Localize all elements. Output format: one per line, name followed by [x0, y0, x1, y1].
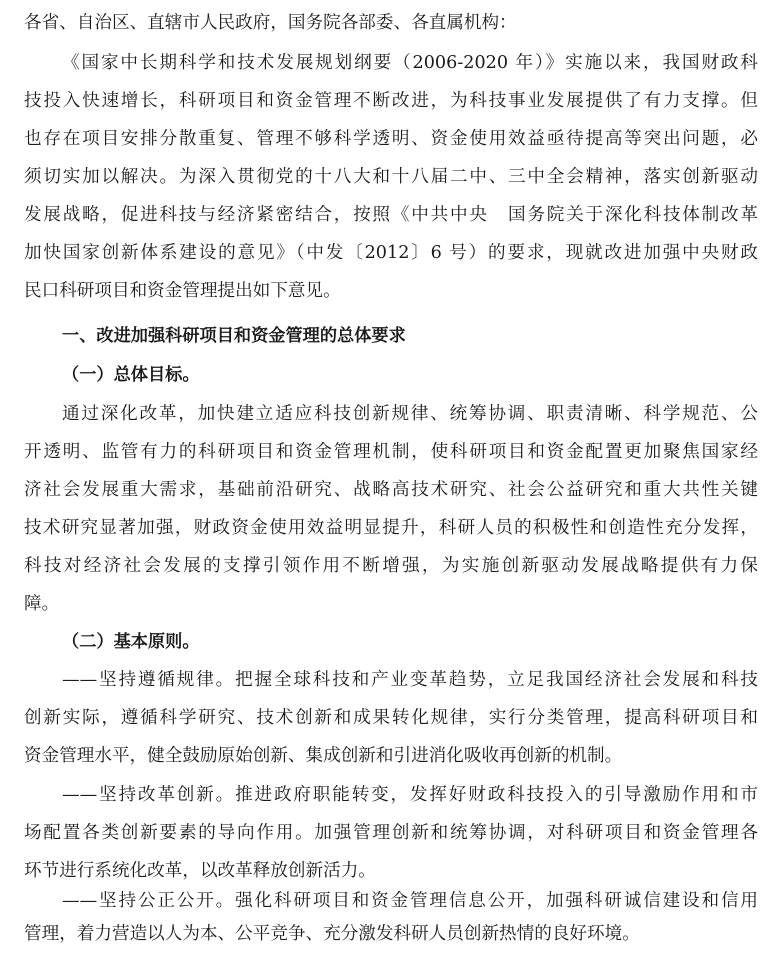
intro-line: 《国家中长期科学和技术发展规划纲要（2006-2020 年）》实施以来，我国财政科: [62, 53, 758, 73]
salutation: 各省、自治区、直辖市人民政府，国务院各部委、各直属机构：: [24, 13, 517, 33]
paragraph-line: 开透明、监管有力的科研项目和资金管理机制，使科研项目和资金配置更加聚焦国家经: [24, 442, 758, 462]
intro-line: 也存在项目安排分散重复、管理不够科学透明、资金使用效益亟待提高等突出问题，必: [24, 129, 758, 149]
intro-line: 须切实加以解决。为深入贯彻党的十八大和十八届二中、三中全会精神，落实创新驱动: [24, 167, 758, 187]
principle-line: 资金管理水平，健全鼓励原始创新、集成创新和引进消化吸收再创新的机制。: [24, 746, 623, 766]
section-heading: 一、改进加强科研项目和资金管理的总体要求: [62, 326, 406, 346]
paragraph-line: 通过深化改革，加快建立适应科技创新规律、统筹协调、职责清晰、科学规范、公: [62, 404, 758, 424]
principle-line: 创新实际，遵循科学研究、技术创新和成果转化规律，实行分类管理，提高科研项目和: [24, 708, 758, 728]
intro-line: 技投入快速增长，科研项目和资金管理不断改进，为科技事业发展提供了有力支撑。但: [24, 91, 758, 111]
principle-line: ——坚持改革创新。推进政府职能转变，发挥好财政科技投入的引导激励作用和市: [62, 785, 758, 805]
principle-line: 管理，着力营造以人为本、公平竞争、充分激发科研人员创新热情的良好环境。: [24, 924, 640, 944]
paragraph-line: 技术研究显著加强，财政资金使用效益明显提升，科研人员的积极性和创造性充分发挥，: [24, 518, 758, 538]
intro-line: 民口科研项目和资金管理提出如下意见。: [24, 281, 341, 301]
principle-line: 场配置各类创新要素的导向作用。加强管理创新和统筹协调，对科研项目和资金管理各: [24, 823, 758, 843]
principle-line: ——坚持遵循规律。把握全球科技和产业变革趋势，立足我国经济社会发展和科技: [62, 670, 758, 690]
intro-line: 加快国家创新体系建设的意见》（中发〔2012〕6 号）的要求，现就改进加强中央财政: [24, 243, 758, 263]
paragraph-line: 济社会发展重大需求，基础前沿研究、战略高技术研究、社会公益研究和重大共性关键: [24, 480, 758, 500]
intro-line: 发展战略，促进科技与经济紧密结合，按照《中共中央 国务院关于深化科技体制改革: [24, 205, 758, 225]
paragraph-line: 科技对经济社会发展的支撑引领作用不断增强，为实施创新驱动发展战略提供有力保: [24, 556, 758, 576]
subsection-heading: （一）总体目标。: [62, 365, 200, 385]
principle-line: ——坚持公正公开。强化科研项目和资金管理信息公开，加强科研诚信建设和信用: [62, 891, 758, 911]
principle-line: 环节进行系统化改革，以改革释放创新活力。: [24, 861, 376, 881]
subsection-heading: （二）基本原则。: [62, 632, 200, 652]
paragraph-line: 障。: [24, 594, 60, 614]
